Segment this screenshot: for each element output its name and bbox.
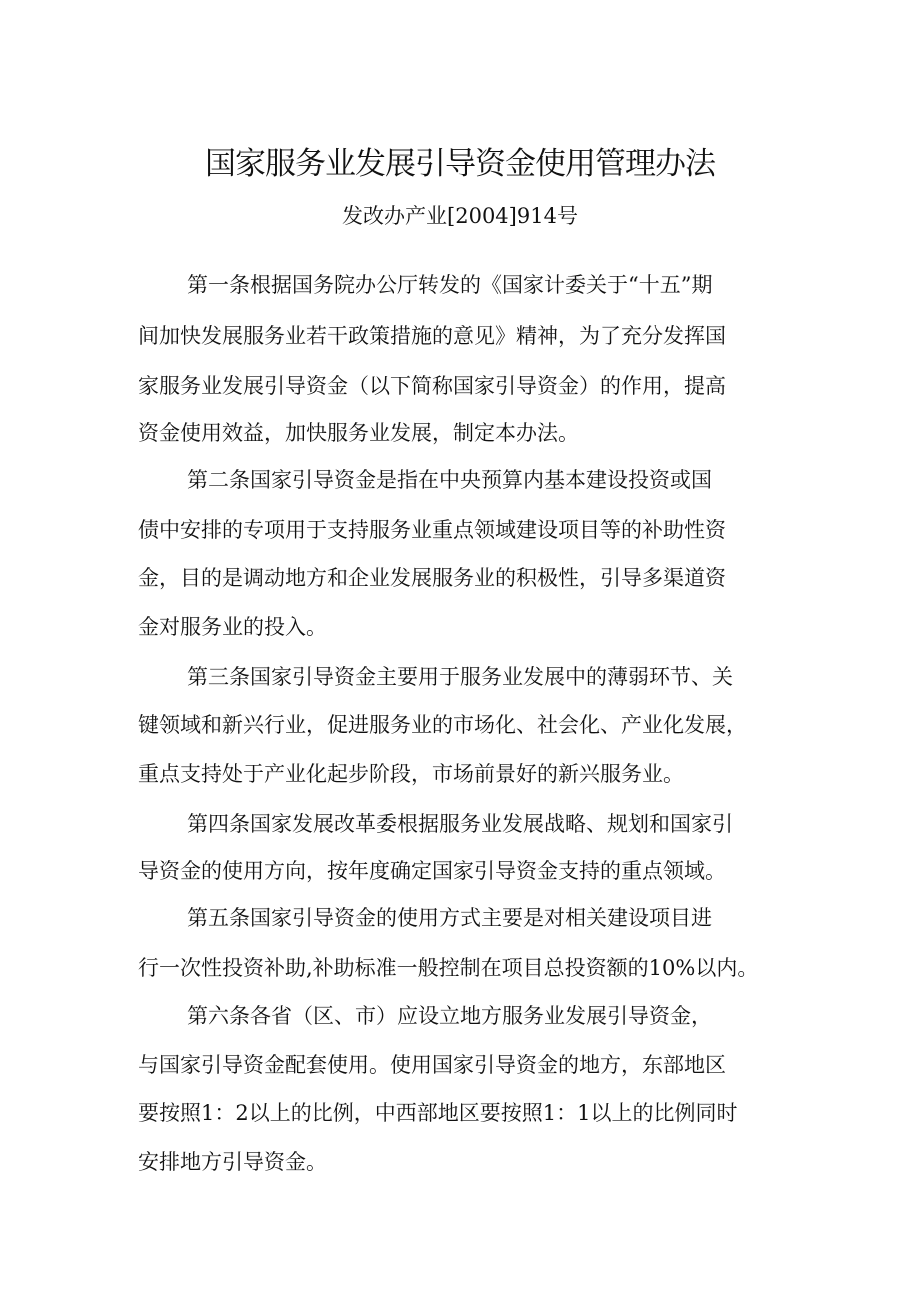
text-line: 第一条根据国务院办公厅转发的《国家计委关于“十五”期 [187,273,713,297]
text-line: 金对服务业的投入。 [138,615,327,639]
text-line: 行一次性投资补助,补助标准一般控制在项目总投资额的10%以内。 [138,956,759,980]
text-line: 要按照1：2以上的比例，中西部地区要按照1：1以上的比例同时 [138,1101,738,1125]
text-line: 金，目的是调动地方和企业发展服务业的积极性，引导多渠道资 [138,566,726,590]
document-title: 国家服务业发展引导资金使用管理办法 [205,146,715,182]
text-line: 间加快发展服务业若干政策措施的意见》精神，为了充分发挥国 [138,324,726,348]
text-line: 安排地方引导资金。 [138,1150,327,1174]
text-line: 重点支持处于产业化起步阶段，市场前景好的新兴服务业。 [138,762,684,786]
text-line: 第四条国家发展改革委根据服务业发展战略、规划和国家引 [187,812,733,836]
text-line: 第五条国家引导资金的使用方式主要是对相关建设项目进 [187,906,712,930]
text-line: 家服务业发展引导资金（以下简称国家引导资金）的作用，提高 [138,374,726,398]
text-line: 第六条各省（区、市）应设立地方服务业发展引导资金， [187,1004,712,1028]
text-line: 与国家引导资金配套使用。使用国家引导资金的地方，东部地区 [138,1053,726,1077]
text-line: 导资金的使用方向，按年度确定国家引导资金支持的重点领域。 [138,859,726,883]
text-line: 键领域和新兴行业，促进服务业的市场化、社会化、产业化发展， [138,713,747,737]
text-line: 第二条国家引导资金是指在中央预算内基本建设投资或国 [187,468,712,492]
text-line: 债中安排的专项用于支持服务业重点领域建设项目等的补助性资 [138,518,726,542]
text-line: 第三条国家引导资金主要用于服务业发展中的薄弱环节、关 [187,665,733,689]
document-number: 发改办产业[2004]914号 [342,204,578,228]
text-line: 资金使用效益，加快服务业发展，制定本办法。 [138,421,579,445]
